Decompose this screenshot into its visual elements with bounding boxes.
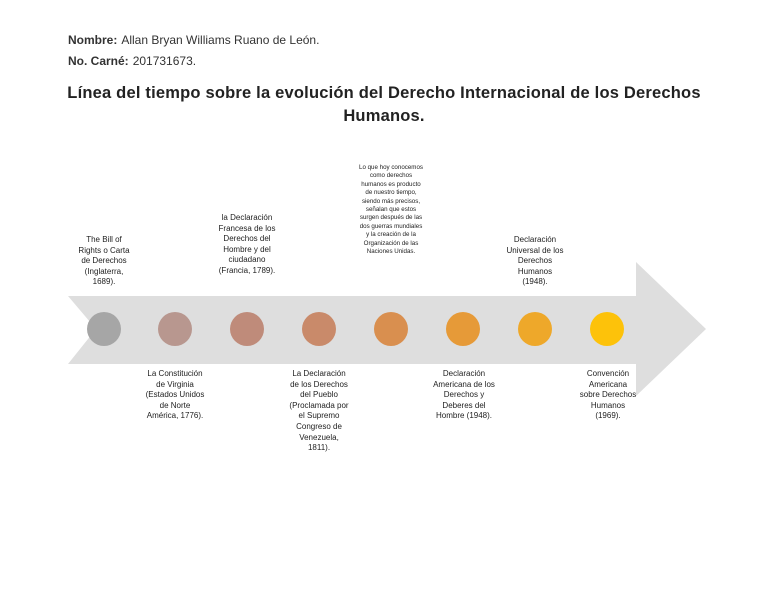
event-declaracion-pueblo-venezuela: La Declaración de los Derechos del Pueblo (Proclamada por el Supremo Congreso de Venezuela, 1811). [289,369,349,453]
carne-value: 201731673. [132,54,197,68]
timeline-dot [230,312,264,346]
timeline-dot [374,312,408,346]
event-declaracion-americana: Declaración Americana de los Derechos y Deberes del Hombre (1948). [433,369,495,421]
event-convencion-americana: Convención Americana sobre Derechos Humanos (1969). [579,369,637,421]
timeline-dot [302,312,336,346]
event-bill-of-rights: The Bill of Rights o Carta de Derechos (Inglaterra, 1689). [78,235,130,287]
carne-label: No. Carné: [68,54,129,68]
name-label: Nombre: [68,33,118,47]
event-declaracion-universal: Declaración Universal de los Derechos Humanos (1948). [506,235,564,287]
timeline-dot [590,312,624,346]
timeline-dot [158,312,192,346]
event-constitucion-virginia: La Constitución de Virginia (Estados Unidos de Norte América, 1776). [145,369,205,421]
timeline-dot [446,312,480,346]
timeline-dot [518,312,552,346]
document-title: Línea del tiempo sobre la evolución del Derecho Internacional de los Derechos Humanos. [67,84,701,125]
name-value: Allan Bryan Williams Ruano de León. [121,33,320,47]
timeline-dot [87,312,121,346]
event-declaracion-francesa: la Declaración Francesa de los Derechos del Hombre y del ciudadano (Francia, 1789). [218,213,276,275]
event-origen-derechos-humanos: Lo que hoy conocemos como derechos humanos es producto de nuestro tiempo, siendo más precisos, señalan que estos surgen después de las dos guerras mundiales y la creación de la Organización de las Naciones Unidas. [359,164,423,256]
